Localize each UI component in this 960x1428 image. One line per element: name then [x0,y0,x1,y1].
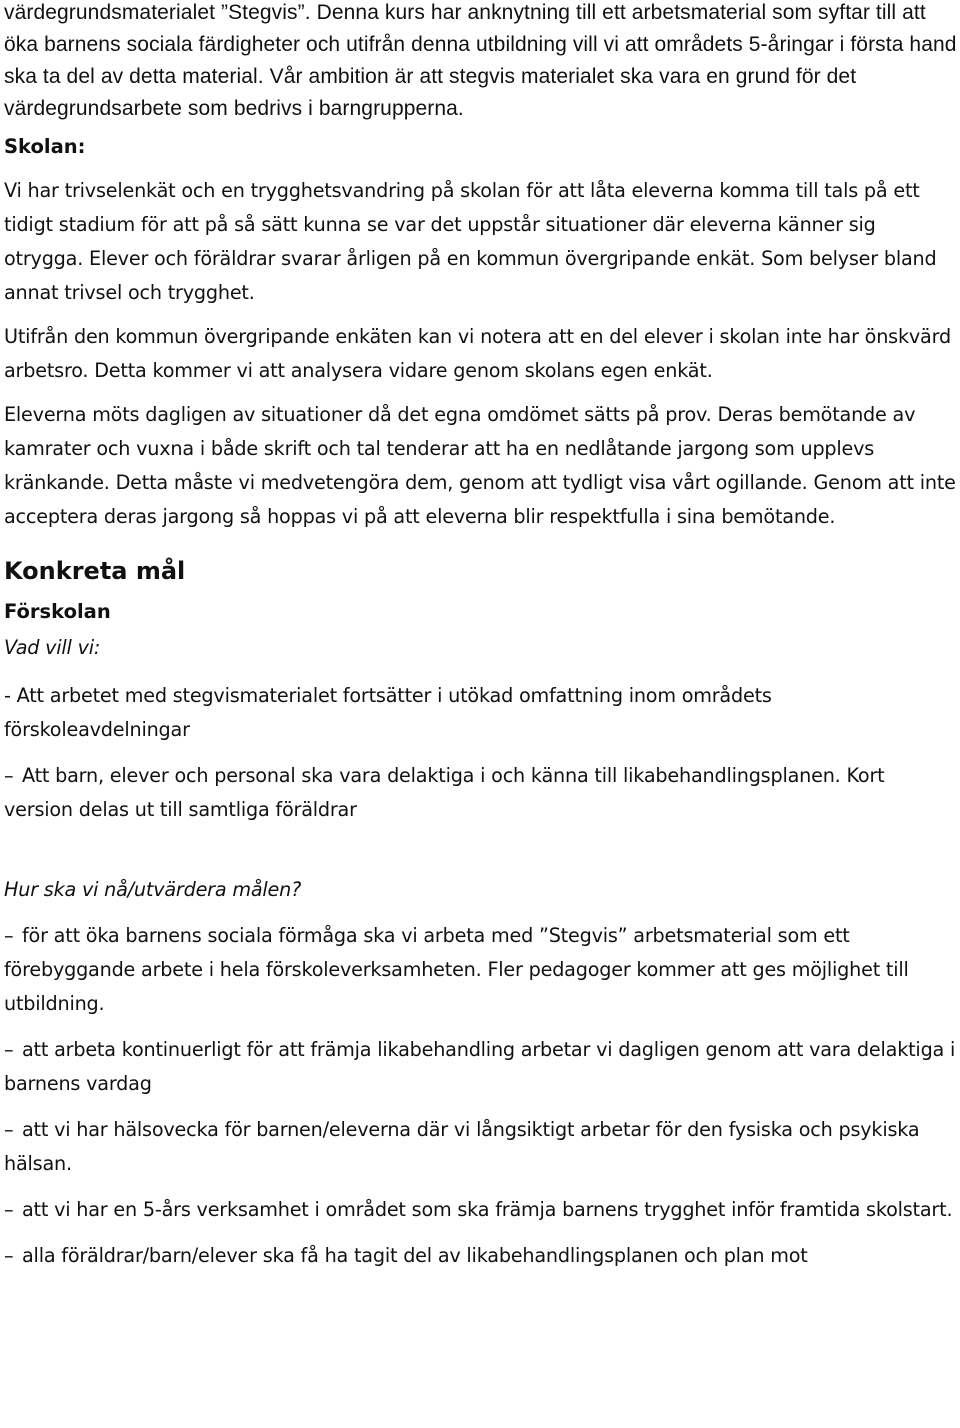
hur-item-5-text: alla föräldrar/barn/elever ska få ha tagit del av likabehandlingsplanen och plan mot [22,1244,808,1267]
dash-bullet: – [4,1038,14,1061]
hur-item-2 [4,1033,958,1101]
dash-bullet: – [4,924,14,947]
skolan-heading: Skolan: [4,135,86,158]
dash-bullet: – [4,1244,14,1267]
dash-bullet: – [4,764,14,787]
konkreta-mal-heading: Konkreta mål [4,557,186,585]
dash-bullet: – [4,1198,14,1221]
goal-item-2 [4,759,958,827]
hur-item-1-text: för att öka barnens sociala förmåga ska vi arbeta med ”Stegvis” arbetsmaterial som ett förebyggande arbete i hela förskoleverksamheten. Fler pedagoger kommer att ges möjlighet till utbildning. [4,924,909,1015]
hur-item-5 [4,1239,958,1273]
hur-item-1 [4,919,958,1021]
vad-vill-vi-heading: Vad vill vi: [4,636,101,659]
dash-bullet: – [4,1118,14,1141]
goal-item-2-text: Att barn, elever och personal ska vara delaktiga i och känna till likabehandlingsplanen. Kort version delas ut till samtliga föräldrar [4,764,885,821]
hur-heading: Hur ska vi nå/utvärdera målen? [4,878,302,901]
forskolan-heading: Förskolan [4,600,111,623]
skolan-paragraph-3: Eleverna möts dagligen av situationer då det egna omdömet sätts på prov. Deras bemötande av kamrater och vuxna i både skrift och tal tenderar att ha en nedlåtande jargong som upplevs kränkande. Detta måste vi medvetengöra dem, genom att tydligt visa vårt ogillande. Genom att inte acceptera deras jargong så hoppas vi på att eleverna blir respektfulla i sina bemötande. [4,403,956,528]
hur-item-3-text: att vi har hälsovecka för barnen/eleverna där vi långsiktigt arbetar för den fysiska och psykiska hälsan. [4,1118,920,1175]
skolan-paragraph-1: Vi har trivselenkät och en trygghetsvandring på skolan för att låta eleverna komma till tals på ett tidigt stadium för att på så sätt kunna se var det uppstår situationer där eleverna känner sig otrygga. Elever och föräldrar svarar årligen på en kommun övergripande enkät. Som belyser bland annat trivsel och trygghet. [4,179,937,304]
hur-item-4-text: att vi har en 5-års verksamhet i området som ska främja barnens trygghet inför framtida skolstart. [22,1198,953,1221]
hur-item-3 [4,1113,958,1181]
document-page [4,0,958,1273]
hur-item-2-text: att arbeta kontinuerligt för att främja likabehandling arbetar vi dagligen genom att vara delaktiga i barnens vardag [4,1038,956,1095]
goal-item-1: - Att arbetet med stegvismaterialet fortsätter i utökad omfattning inom områdets förskoleavdelningar [4,684,772,741]
intro-paragraph: värdegrundsmaterialet ”Stegvis”. Denna kurs har anknytning till ett arbetsmaterial som syftar till att öka barnens sociala färdigheter och utifrån denna utbildning vill vi att områdets 5-åringar i första hand ska ta del av detta material. Vår ambition är att stegvis materialet ska vara en grund för det värdegrundsarbete som bedrivs i barngrupperna. [4,1,957,120]
skolan-paragraph-2: Utifrån den kommun övergripande enkäten kan vi notera att en del elever i skolan inte har önskvärd arbetsro. Detta kommer vi att analysera vidare genom skolans egen enkät. [4,325,951,382]
hur-item-4 [4,1193,958,1227]
